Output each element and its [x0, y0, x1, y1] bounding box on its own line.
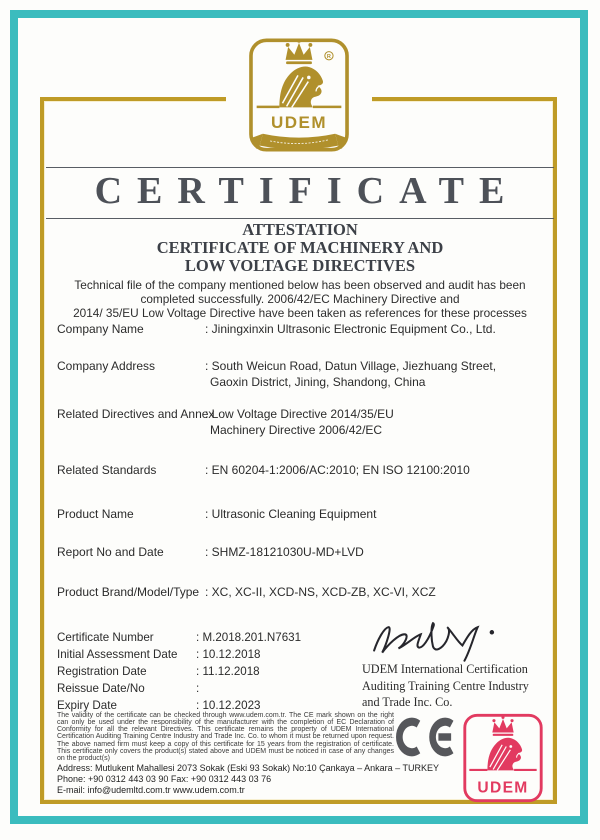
field-label: Company Address	[57, 359, 156, 373]
field-label: Company Name	[57, 322, 144, 336]
crown-icon	[492, 716, 513, 736]
intro-paragraph	[60, 279, 540, 320]
signature-icon	[368, 614, 500, 663]
intro-line: 2014/ 35/EU Low Voltage Directive have been taken as references for these processes	[73, 305, 527, 320]
cert-row-expiry	[57, 699, 397, 712]
subtitle-line: LOW VOLTAGE DIRECTIVES	[184, 256, 416, 275]
intro-line: Technical file of the company mentioned below has been observed and audit has been	[74, 278, 526, 292]
field-value: :	[196, 682, 200, 695]
issuer-line: and Trade Inc. Co.	[362, 695, 453, 709]
field-label: Related Directives and Annex	[57, 407, 215, 421]
field-row-product-name	[57, 507, 547, 521]
field-label: Certificate Number	[57, 631, 154, 644]
field-value: : M.2018.201.N7631	[196, 631, 302, 644]
field-value: : Low Voltage Directive 2014/35/EU	[205, 407, 394, 421]
field-row-company-name	[57, 322, 547, 336]
field-label: Reissue Date/No	[57, 682, 145, 695]
field-value: : 11.12.2018	[196, 665, 260, 678]
title-rule-bottom	[46, 218, 554, 219]
emblem-wordmark: UDEM	[477, 779, 529, 797]
ribbon-banner-icon	[251, 134, 346, 150]
title-rule-top	[46, 167, 554, 168]
field-label: Product Brand/Model/Type	[57, 585, 200, 599]
field-value: : 10.12.2018	[196, 648, 261, 661]
signature	[368, 614, 500, 664]
field-value-line2: Machinery Directive 2006/42/EC	[210, 422, 383, 437]
registered-icon	[325, 52, 333, 60]
field-value: : XC, XC-II, XCD-NS, XCD-ZB, XC-VI, XCZ	[205, 585, 436, 599]
udem-lion-icon	[459, 712, 547, 804]
attestation-heading	[0, 221, 600, 275]
emblem-wordmark: UDEM	[271, 113, 327, 133]
udem-logo-gold	[226, 31, 372, 159]
field-label: Related Standards	[57, 463, 157, 477]
lion-head-icon	[279, 66, 323, 107]
field-label: Registration Date	[57, 665, 147, 678]
field-row-brand-model	[57, 585, 547, 599]
footer-contact	[57, 763, 439, 797]
ce-mark-icon	[393, 716, 455, 758]
footer-phone-fax: Phone: +90 0312 443 03 90 Fax: +90 0312 443 03 76	[57, 774, 272, 785]
lion-head-icon	[487, 738, 522, 771]
field-value: : EN 60204-1:2006/AC:2010; EN ISO 12100:2010	[205, 463, 470, 477]
cert-row-initial-assessment	[57, 648, 397, 661]
cert-row-number	[57, 631, 397, 644]
udem-logo-pink	[459, 712, 547, 804]
field-value: : South Weicun Road, Datun Village, Jiezhuang Street,	[205, 359, 497, 373]
field-row-report-no	[57, 545, 547, 559]
field-label: Expiry Date	[57, 699, 117, 712]
udem-lion-icon	[246, 32, 352, 158]
footer-email-web: E-mail: info@udemltd.com.tr www.udem.com.tr	[57, 785, 245, 796]
field-value: : SHMZ-18121030U-MD+LVD	[205, 545, 364, 559]
issuer-line: Auditing Training Centre Industry	[362, 678, 529, 693]
subtitle-line: ATTESTATION	[242, 220, 358, 239]
footer-address: Address: Mutlukent Mahallesi 2073 Sokak (Eski 93 Sokak) No:10 Çankaya – Ankara – TURKEY	[57, 763, 440, 773]
svg-text:R: R	[326, 54, 331, 61]
field-value-line2: Gaoxin District, Jining, Shandong, China	[210, 374, 426, 389]
fine-print: The validity of the certificate can be checked through www.udem.com.tr. The CE mark shown on the right can only be used under the responsibility of the manufacturer with the completion of EC Declaration of Conformity for all the relevant Directives. This certificate remains the property of UDEM International Certification Auditing Training Centre Industry and Trade Inc. Co. to whom it must be returned upon request. The above named firm must keep a copy of this certificate for 15 years from the registration of certificate. This certificate only covers the product(s) stated above and UDEM must be noticed in case of any changes on the product(s)	[57, 712, 394, 762]
crown-icon	[286, 39, 313, 64]
field-value: : Jiningxinxin Ultrasonic Electronic Equipment Co., Ltd.	[205, 322, 496, 336]
field-row-company-address	[57, 359, 547, 389]
field-row-directives	[57, 407, 547, 437]
field-label: Product Name	[57, 507, 134, 521]
field-label: Initial Assessment Date	[57, 648, 178, 661]
cert-row-reissue	[57, 682, 397, 695]
cert-row-registration	[57, 665, 397, 678]
field-row-standards	[57, 463, 547, 477]
field-value: : Ultrasonic Cleaning Equipment	[205, 507, 377, 521]
issuer-name	[362, 661, 529, 711]
subtitle-line: CERTIFICATE OF MACHINERY AND	[156, 238, 444, 257]
issuer-line: UDEM International Certification	[362, 662, 528, 676]
field-label: Report No and Date	[57, 545, 164, 559]
page-title: CERTIFICATE	[94, 170, 520, 212]
field-value: : 10.12.2023	[196, 699, 261, 712]
intro-line: completed successfully. 2006/42/EC Machinery Directive and	[140, 291, 460, 306]
